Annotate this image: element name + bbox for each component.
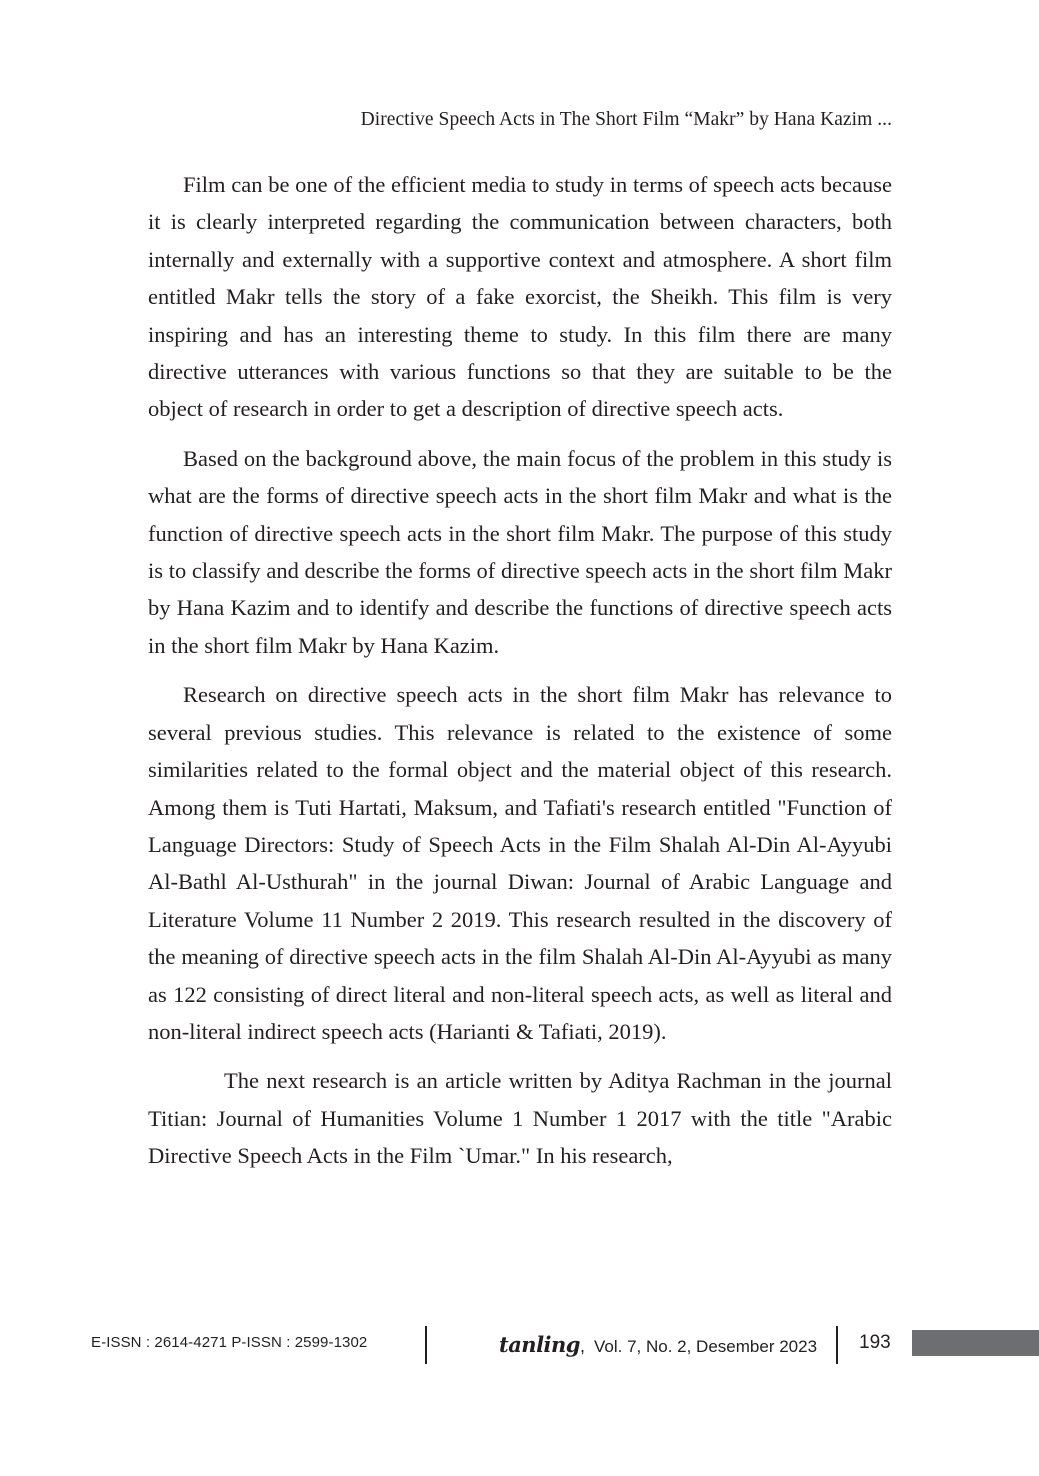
page-number: 193 xyxy=(859,1332,891,1353)
issn-text: E-ISSN : 2614-4271 P-ISSN : 2599-1302 xyxy=(91,1334,368,1351)
footer-bar xyxy=(912,1330,1039,1356)
page-footer xyxy=(0,1320,1039,1370)
journal-volume: Vol. 7, No. 2, Desember 2023 xyxy=(594,1337,818,1356)
body-text xyxy=(148,166,892,1187)
footer-divider xyxy=(425,1326,427,1364)
journal-logo: tanling xyxy=(499,1332,580,1357)
paragraph-1: Film can be one of the efficient media to study in terms of speech acts because it is clearly interpreted regarding the communication between characters, both internally and externally with a supportive context and atmosphere. A short film entitled Makr tells the story of a fake exorcist, the Sheikh. This film is very inspiring and has an interesting theme to study. In this film there are many directive utterances with various functions so that they are suitable to be the object of research in order to get a description of directive speech acts. xyxy=(148,172,892,422)
journal-comma: , xyxy=(579,1336,585,1356)
paragraph-2: Based on the background above, the main focus of the problem in this study is what are the forms of directive speech acts in the short film Makr and what is the function of directive speech acts in the short film Makr. The purpose of this study is to classify and describe the forms of directive speech acts in the short film Makr by Hana Kazim and to identify and describe the functions of directive speech acts in the short film Makr by Hana Kazim. xyxy=(148,445,892,658)
paragraph-3: Research on directive speech acts in the short film Makr has relevance to several previous studies. This relevance is related to the existence of some similarities related to the formal object and the material object of this research. Among them is Tuti Hartati, Maksum, and Tafiati's research entitled "Function of Language Directors: Study of Speech Acts in the Film Shalah Al-Din Al-Ayyubi Al-Bathl Al-Usthurah" in the journal Diwan: Journal of Arabic Language and Literature Volume 11 Number 2 2019. This research resulted in the discovery of the meaning of directive speech acts in the film Shalah Al-Din Al-Ayyubi as many as 122 consisting of direct literal and non-literal speech acts, as well as literal and non-literal indirect speech acts (Harianti & Tafiati, 2019). xyxy=(148,682,892,1044)
running-header: Directive Speech Acts in The Short Film “Makr” by Hana Kazim ... xyxy=(360,109,892,130)
paragraph-4: The next research is an article written by Aditya Rachman in the journal Titian: Journal of Humanities Volume 1 Number 1 2017 with the title "Arabic Directive Speech Acts in the Film `Umar." In his research, xyxy=(148,1068,892,1169)
journal-citation xyxy=(499,1332,817,1357)
footer-divider xyxy=(836,1326,838,1364)
